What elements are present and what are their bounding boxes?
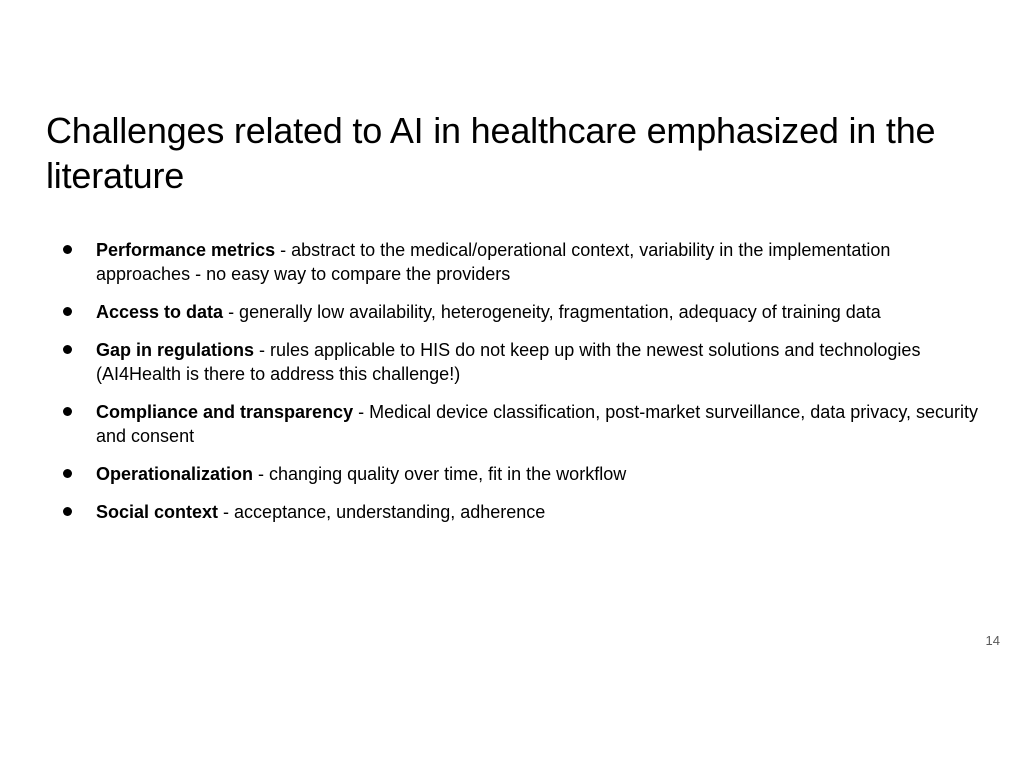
bullet-text: - acceptance, understanding, adherence [218, 502, 546, 522]
bullet-text: - abstract to the medical/operational context, variability in the implementation approaches - no easy way to compare the providers [96, 240, 891, 284]
bullet-icon [63, 469, 72, 478]
bullet-text: - changing quality over time, fit in the workflow [253, 464, 627, 484]
bullet-term: Operationalization [96, 464, 254, 484]
bullet-item-social-context [60, 500, 985, 524]
bullet-text: - generally low availability, heterogeneity, fragmentation, adequacy of training data [223, 302, 881, 322]
bullet-icon [63, 345, 72, 354]
bullet-term: Gap in regulations [96, 340, 255, 360]
page-number: 14 [985, 633, 1000, 648]
bullet-text: - Medical device classification, post-market surveillance, data privacy, security and consent [96, 402, 978, 446]
bullet-icon [63, 507, 72, 516]
bullet-term: Access to data [96, 302, 224, 322]
bullet-term: Performance metrics [96, 240, 276, 260]
bullet-list [60, 238, 985, 538]
bullet-item-gap-in-regulations [60, 338, 985, 386]
bullet-term: Social context [96, 502, 219, 522]
bullet-icon [63, 245, 72, 254]
bullet-item-access-to-data [60, 300, 985, 324]
bullet-item-operationalization [60, 462, 985, 486]
bullet-icon [63, 407, 72, 416]
slide-title: Challenges related to AI in healthcare emphasized in the literature [46, 110, 936, 196]
bullet-term: Compliance and transparency [96, 402, 354, 422]
bullet-text: - rules applicable to HIS do not keep up with the newest solutions and technologies (AI4Health is there to address this challenge!) [96, 340, 921, 384]
bullet-item-performance-metrics [60, 238, 985, 286]
bullet-item-compliance-and-transparency [60, 400, 985, 448]
bullet-icon [63, 307, 72, 316]
